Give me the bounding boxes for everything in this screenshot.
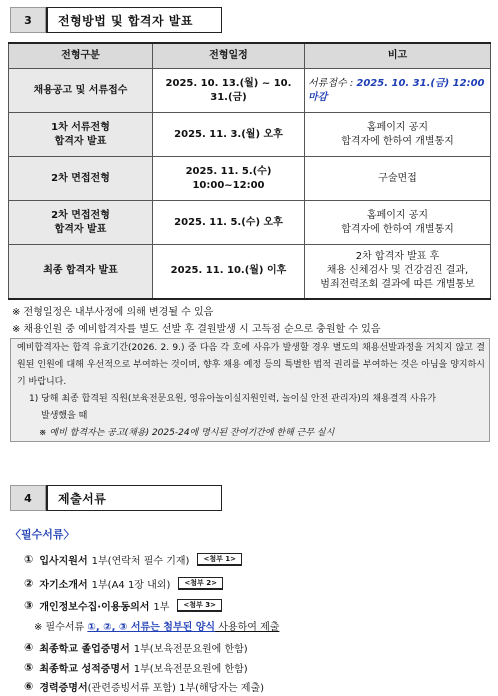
reserve-item-cont: 발생했을 때: [41, 411, 88, 421]
subnote-prefix: ※ 필수서류: [34, 622, 88, 633]
remark-line: 합격자에 한하여 개별통지: [341, 223, 454, 235]
item-name: 자기소개서: [39, 580, 88, 591]
item-detail: 1부(보육전문요원에 한함): [133, 644, 248, 655]
list-item: [24, 552, 242, 567]
item-name: 최종학교 성적증명서: [39, 664, 130, 675]
list-item: [24, 598, 222, 613]
item-detail: 1부(연락처 필수 기재): [91, 556, 190, 567]
remark-cell: [305, 69, 491, 113]
item-number: ⑤: [24, 661, 34, 674]
date-cell: 2025. 11. 5.(수) 오후: [153, 201, 305, 245]
column-header: 비고: [305, 43, 491, 69]
schedule-note: ※ 전형일정은 내부사정에 의해 변경될 수 있음: [12, 307, 214, 318]
item-detail: (관련증빙서류 포함) 1부(해당자는 제출): [87, 683, 265, 694]
reserve-italic-note: ※ 예비 합격자는 공고(채용) 2025-24에 명시된 잔여기간에 한해 근무 실시: [39, 428, 335, 438]
required-docs-subnote: [34, 618, 279, 633]
subnote-suffix: 사용하여 제출: [215, 622, 280, 633]
required-docs-title: 〈필수서류〉: [10, 528, 75, 541]
item-number: ①: [24, 553, 34, 566]
remark-cell: [305, 113, 491, 157]
date-cell: 2025. 10. 13.(월) ~ 10. 31.(금): [153, 69, 305, 113]
item-detail: 1부(A4 1장 내외): [91, 580, 171, 591]
stage-line: 2차 면접전형: [51, 209, 110, 221]
table-row: [9, 245, 491, 299]
reserve-item: 1) 당해 최종 합격된 직원(보육전문요원, 영유아놀이실지원인력, 놀이실 안전 관리자)의 채용결격 사유가: [29, 394, 437, 404]
attachment-badge: <첨부 1>: [197, 553, 242, 566]
remark-line: 채용 신체검사 및 건강검진 결과,: [326, 265, 469, 277]
stage-line: 합격자 발표: [54, 223, 107, 235]
remark-prefix: 서류접수 :: [308, 77, 357, 89]
table-row: [9, 201, 491, 245]
table-row: [9, 69, 491, 113]
stage-cell: 채용공고 및 서류접수: [9, 69, 153, 113]
item-number: ⑥: [24, 680, 34, 693]
date-cell: 2025. 11. 5.(수) 10:00~12:00: [153, 157, 305, 201]
remark-line: 범죄전력조회 결과에 따른 개별통보: [320, 279, 475, 291]
remark-cell: [305, 245, 491, 299]
item-name: 경력증명서: [39, 683, 88, 694]
list-item: [24, 660, 248, 675]
remark-line: 홈페이지 공지: [366, 121, 429, 133]
date-cell: 2025. 11. 3.(월) 오후: [153, 113, 305, 157]
item-number: ②: [24, 577, 34, 590]
remark-line: 홈페이지 공지: [366, 209, 429, 221]
table-row: [9, 157, 491, 201]
list-item: [24, 576, 223, 591]
attachment-badge: <첨부 2>: [178, 577, 223, 590]
remark-cell: [305, 201, 491, 245]
list-item: [24, 679, 264, 694]
stage-cell: [9, 201, 153, 245]
remark-line: 합격자에 한하여 개별통지: [341, 135, 454, 147]
item-detail: 1부(보육전문요원에 한함): [133, 664, 248, 675]
stage-line: 1차 서류전형: [51, 121, 110, 133]
column-header: 전형구분: [9, 43, 153, 69]
attachment-badge: <첨부 3>: [177, 599, 222, 612]
remark-line: 2차 합격자 발표 후: [355, 251, 440, 263]
section-number: 4: [10, 485, 46, 511]
schedule-table: [8, 42, 491, 300]
item-name: 개인정보수집·이용동의서: [39, 602, 150, 613]
stage-cell: 2차 면접전형: [9, 157, 153, 201]
item-name: 입사지원서: [39, 556, 88, 567]
deadline-highlight: 2025. 10. 31.(금) 12:00 마감: [308, 77, 485, 103]
table-row: [9, 113, 491, 157]
item-name: 최종학교 졸업증명서: [39, 644, 130, 655]
table-header-row: [9, 43, 491, 69]
item-number: ④: [24, 641, 34, 654]
subnote-emphasis: ①, ②, ③ 서류는 첨부된 양식: [87, 622, 216, 633]
section-title: 전형방법 및 합격자 발표: [46, 7, 222, 33]
stage-cell: [9, 113, 153, 157]
stage-line: 합격자 발표: [54, 135, 107, 147]
list-item: [24, 640, 248, 655]
reserve-note: ※ 채용인원 중 예비합격자를 별도 선발 후 결원발생 시 고득점 순으로 충원할 수 있음: [12, 324, 381, 335]
column-header: 전형일정: [153, 43, 305, 69]
section-title: 제출서류: [46, 485, 222, 511]
stage-cell: 최종 합격자 발표: [9, 245, 153, 299]
item-detail: 1부: [153, 602, 170, 613]
date-cell: 2025. 11. 10.(월) 이후: [153, 245, 305, 299]
section-number: 3: [10, 7, 46, 33]
item-number: ③: [24, 599, 34, 612]
reserve-notice-box: [10, 338, 490, 442]
remark-cell: 구술면접: [305, 157, 491, 201]
reserve-paragraph: 예비합격자는 합격 유효기간(2026. 2. 9.) 중 다음 각 호에 사유가 발생할 경우 별도의 채용선발과정을 거치지 않고 결원된 인원에 대해 우선적으로 부여하는 것이며, 향후 채용 예정 등의 특별한 법적 권리를 부여하는 것은 아님을 양지하시기 바랍니다.: [17, 343, 485, 387]
